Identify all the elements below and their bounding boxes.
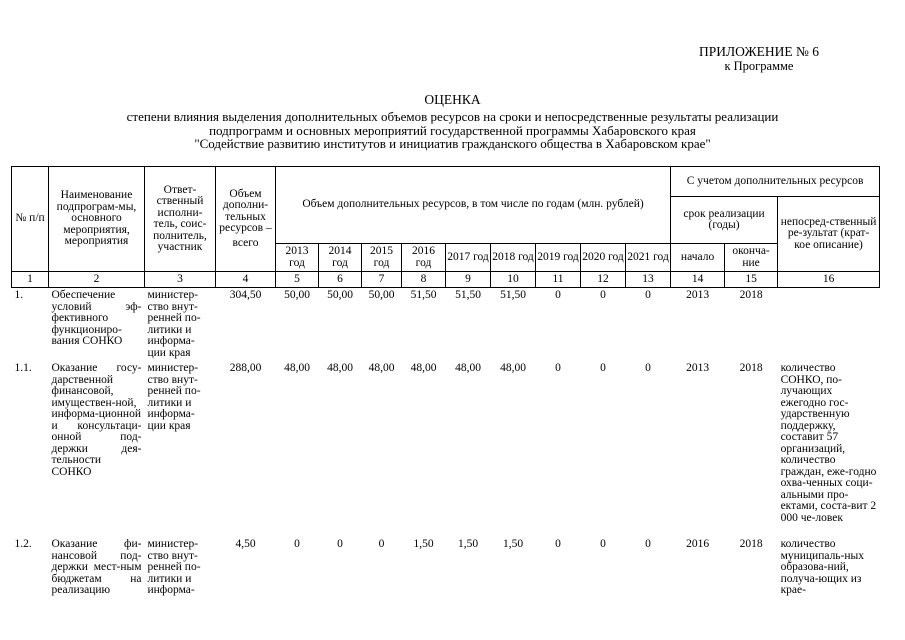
row-total: 4,50 [235, 538, 256, 550]
table-body [12, 272, 880, 599]
table-row [12, 537, 880, 599]
row-start-year: 2016 [686, 538, 710, 550]
header-year: 2019 год [536, 244, 581, 272]
header-name: Наименование подпрограм-мы, основного мероприятия, мероприятия [49, 167, 145, 272]
row-year-value: 50,00 [284, 289, 310, 301]
row-year-value: 1,50 [413, 538, 434, 550]
column-number: 9 [446, 272, 491, 288]
column-number: 6 [319, 272, 362, 288]
header-start: начало [671, 244, 725, 272]
subtitle-line-2: подпрограмм и основных мероприятий государственной программы Хабаровского края [209, 122, 696, 138]
column-number: 1 [12, 272, 49, 288]
row-year-value: 1,50 [502, 538, 524, 550]
row-name: Оказание госу-дарственной финансовой, имуществен-ной, информа-ционной и консультаци-онной под-держки дея-тельности СОНКО [51, 362, 142, 478]
column-number: 3 [145, 272, 216, 288]
column-number: 16 [778, 272, 880, 288]
row-result [778, 288, 880, 362]
row-year-value: 0 [600, 362, 606, 374]
row-year-value: 0 [294, 538, 300, 550]
row-year-value: 50,00 [368, 289, 395, 301]
row-year-value: 0 [645, 538, 651, 550]
column-number-row [12, 272, 880, 288]
header-responsible: Ответ-ственный исполни-тель, соис-полнитель, участник [145, 167, 216, 272]
row-name: Обеспечение условий эф-фективного функциониро-вания СОНКО [51, 289, 142, 347]
header-year: 2017 год [446, 244, 491, 272]
column-number: 14 [671, 272, 725, 288]
row-year-value: 48,00 [455, 362, 481, 374]
row-responsible: министер-ство внут-ренней по-литики и информа-ции края [147, 362, 201, 432]
column-number: 12 [581, 272, 626, 288]
row-year-value: 0 [555, 538, 561, 550]
table-header [12, 167, 880, 272]
row-year-value: 1,50 [457, 538, 479, 550]
subtitle-line-1: степени влияния выделения дополнительных объемов ресурсов на сроки и непосредственные результаты реализации [126, 109, 779, 124]
header-year: 2013 год [276, 244, 319, 272]
column-number: 2 [49, 272, 145, 288]
header-num: № п/п [12, 167, 49, 272]
column-number: 5 [276, 272, 319, 288]
row-start-year: 2013 [686, 362, 710, 374]
row-responsible: министер-ство внут-ренней по-литики и информа-ции края [147, 289, 201, 359]
row-start-year: 2013 [686, 289, 710, 301]
row-total: 304,50 [229, 289, 262, 301]
row-year-value: 0 [555, 362, 561, 374]
appendix-label: ПРИЛОЖЕНИЕ № 6 [698, 44, 819, 59]
column-number: 7 [362, 272, 402, 288]
row-year-value: 51,50 [500, 289, 526, 301]
column-number: 15 [725, 272, 778, 288]
subtitle-line-3: "Содействие развитию институтов и инициатив гражданского общества в Хабаровском крае" [194, 136, 711, 151]
row-end-year: 2018 [739, 289, 763, 301]
row-year-value: 0 [378, 538, 385, 550]
row-year-value: 0 [645, 362, 651, 374]
header-year: 2015 год [362, 244, 402, 272]
row-total: 288,00 [229, 362, 262, 374]
table-row [12, 288, 880, 362]
column-number: 13 [626, 272, 671, 288]
header-end: оконча-ние [725, 244, 778, 272]
row-year-value: 51,50 [455, 289, 481, 301]
column-number: 11 [536, 272, 581, 288]
header-term: срок реализации (годы) [671, 197, 778, 244]
row-responsible: министер-ство внут-ренней по-литики и информа- [147, 538, 201, 596]
row-result: количество СОНКО, по-лучающих ежегодно гос-ударственную поддержку, составит 57 организаций, количество граждан, еже-годно охва-ченных соци-альными про-ектами, соста-вит 2 000 че-ловек [780, 362, 877, 524]
header-volume-total: всего [232, 236, 259, 249]
column-number: 8 [402, 272, 446, 288]
header-volume-label: Объем дополни-тельных ресурсов – [219, 187, 272, 235]
header-year: 2016 год [402, 244, 446, 272]
document-title: ОЦЕНКА [424, 92, 481, 107]
header-year: 2021 год [626, 244, 671, 272]
assessment-table [11, 166, 880, 599]
header-year: 2014 год [319, 244, 362, 272]
row-number: 1.2. [14, 538, 32, 550]
document-subtitle [20, 110, 885, 151]
appendix-program-ref: к Программе [724, 59, 794, 73]
header-year: 2020 год [581, 244, 626, 272]
row-end-year: 2018 [739, 538, 763, 550]
row-year-value: 48,00 [284, 362, 310, 374]
appendix-block [699, 44, 819, 74]
row-year-value: 0 [600, 289, 606, 301]
column-number: 4 [216, 272, 276, 288]
row-year-value: 48,00 [410, 362, 437, 374]
row-number: 1. [14, 289, 24, 301]
header-result: непосред-ственный ре-зультат (крат-кое описание) [778, 197, 880, 272]
header-with-extra: С учетом дополнительных ресурсов [671, 167, 880, 197]
row-end-year: 2018 [739, 362, 763, 374]
row-year-value: 0 [645, 289, 651, 301]
row-result: количество муниципаль-ных образова-ний, получа-ющих из крае- [780, 538, 865, 596]
column-number: 10 [491, 272, 536, 288]
row-year-value: 48,00 [500, 362, 526, 374]
row-year-value: 0 [555, 289, 561, 301]
header-year: 2018 год [491, 244, 536, 272]
row-year-value: 0 [337, 538, 343, 550]
row-number: 1.1. [14, 362, 32, 374]
row-year-value: 0 [600, 538, 606, 550]
header-years-group: Объем дополнительных ресурсов, в том числе по годам (млн. рублей) [276, 167, 671, 244]
row-name: Оказание фи-нансовой под-держки мест-ным бюджетам на реализацию [51, 538, 142, 596]
row-year-value: 50,00 [327, 289, 353, 301]
row-year-value: 51,50 [410, 289, 437, 301]
header-volume [216, 167, 276, 272]
table-row [12, 361, 880, 537]
row-year-value: 48,00 [368, 362, 395, 374]
row-year-value: 48,00 [327, 362, 353, 374]
